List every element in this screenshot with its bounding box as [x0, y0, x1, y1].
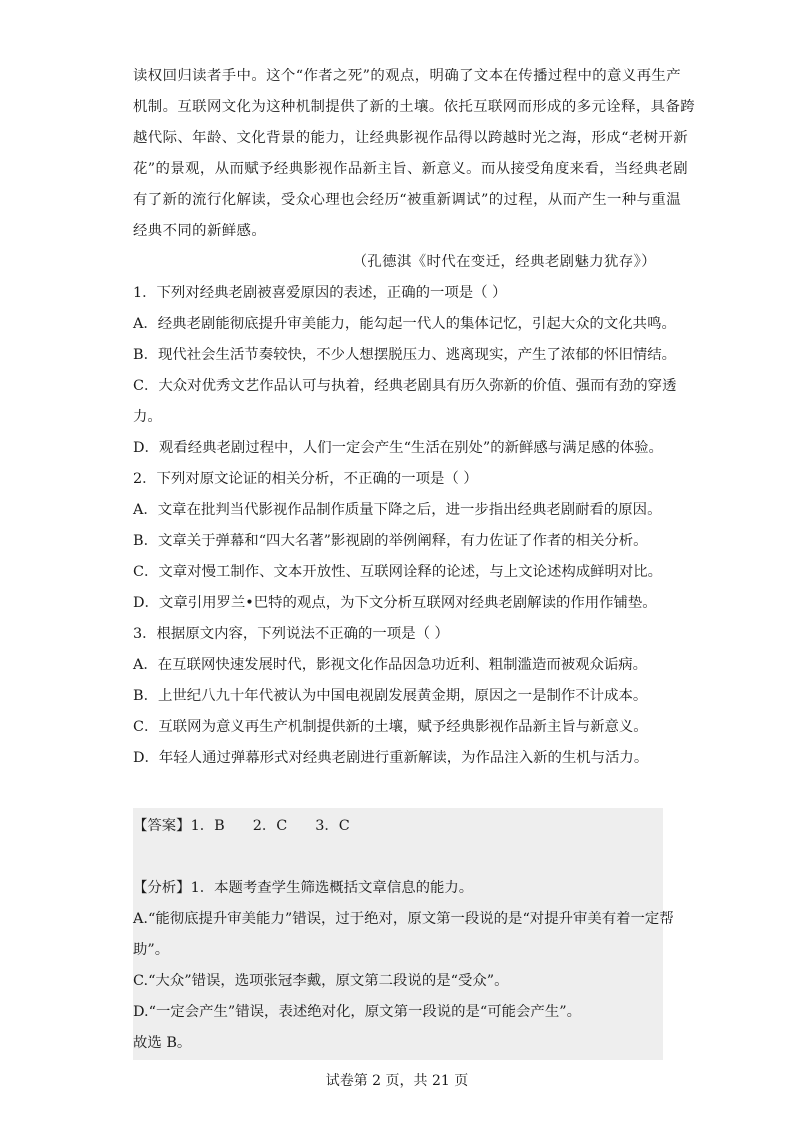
- question-1-option-a: A．经典老剧能彻底提升审美能力，能勾起一代人的集体记忆，引起大众的文化共鸣。: [133, 316, 676, 332]
- passage-line-4: 花”的景观，从而赋予经典影视作品新主旨、新意义。而从接受角度来看，当经典老剧: [133, 161, 689, 177]
- question-1-option-c: C．大众对优秀文艺作品认可与执着，经典老剧具有历久弥新的价值、强而有劲的穿透: [133, 378, 677, 394]
- question-2-option-b: B．文章关于弹幕和“四大名著”影视剧的举例阐释，有力佐证了作者的相关分析。: [133, 533, 648, 549]
- question-2-stem: 2．下列对原文论证的相关分析，不正确的一项是（ ）: [133, 471, 478, 487]
- question-1-option-d: D．观看经典老剧过程中，人们一定会产生“生活在别处”的新鲜感与满足感的体验。: [133, 440, 663, 456]
- answer-line: [133, 816, 663, 836]
- analysis-option-d: D.“一定会产生”错误，表述绝对化，原文第一段说的是“可能会产生”。: [133, 1004, 581, 1020]
- question-1-option-b: B．现代社会生活节奏较快，不少人想摆脱压力、逃离现实，产生了浓郁的怀旧情结。: [133, 347, 677, 363]
- question-2-option-a: A．文章在批判当代影视作品制作质量下降之后，进一步指出经典老剧耐看的原因。: [133, 502, 662, 518]
- passage-line-2: 机制。互联网文化为这种机制提供了新的土壤。依托互联网而形成的多元诠释，具备跨: [133, 99, 696, 115]
- question-3-option-b: B．上世纪八九十年代被认为中国电视剧发展黄金期，原因之一是制作不计成本。: [133, 688, 648, 704]
- analysis-option-a-cont: 助”。: [133, 942, 170, 958]
- analysis-intro-line: [133, 878, 663, 898]
- passage-line-3: 越代际、年龄、文化背景的能力，让经典影视作品得以跨越时光之海，形成“老树开新: [133, 130, 689, 146]
- page-footer: 试卷第 2 页，共 21 页: [325, 1073, 469, 1089]
- answer-analysis-panel: [133, 808, 674, 1060]
- answer-3: 3．C: [315, 818, 350, 834]
- analysis-intro: 1．本题考查学生筛选概括文章信息的能力。: [190, 880, 474, 896]
- question-3-option-a: A．在互联网快速发展时代，影视文化作品因急功近利、粗制滥造而被观众诟病。: [133, 657, 648, 673]
- question-1-stem: 1．下列对经典老剧被喜爱原因的表述，正确的一项是（ ）: [133, 285, 507, 301]
- question-3-option-d: D．年轻人通过弹幕形式对经典老剧进行重新解读，为作品注入新的生机与活力。: [133, 750, 649, 766]
- question-2-option-d: D．文章引用罗兰•巴特的观点，为下文分析互联网对经典老剧解读的作用作铺垫。: [133, 595, 657, 611]
- answer-1: 1．B: [190, 818, 225, 834]
- passage-line-5: 有了新的流行化解读，受众心理也会经历“被重新调试”的过程，从而产生一种与重温: [133, 192, 681, 208]
- analysis-label: 【分析】: [133, 880, 191, 896]
- question-3-stem: 3．根据原文内容，下列说法不正确的一项是（ ）: [133, 626, 449, 642]
- passage-line-1: 读权回归读者手中。这个“作者之死”的观点，明确了文本在传播过程中的意义再生产: [133, 68, 681, 84]
- analysis-conclusion: 故选 B。: [133, 1035, 192, 1051]
- answer-label: 【答案】: [133, 818, 191, 834]
- question-1-option-c-cont: 力。: [133, 409, 162, 425]
- analysis-option-a: A.“能彻底提升审美能力”错误，过于绝对，原文第一段说的是“对提升审美有着一定帮: [133, 911, 674, 927]
- analysis-option-c: C.“大众”错误，选项张冠李戴，原文第二段说的是“受众”。: [133, 973, 509, 989]
- passage-line-6: 经典不同的新鲜感。: [133, 223, 267, 239]
- answer-2: 2．C: [252, 818, 288, 834]
- question-2-option-c: C．文章对慢工制作、文本开放性、互联网诠释的论述，与上文论述构成鲜明对比。: [133, 564, 663, 580]
- question-3-option-c: C．互联网为意义再生产机制提供新的土壤，赋予经典影视作品新主旨与新意义。: [133, 719, 648, 735]
- passage-source: （孔德淇《时代在变迁，经典老剧魅力犹存》）: [352, 254, 656, 270]
